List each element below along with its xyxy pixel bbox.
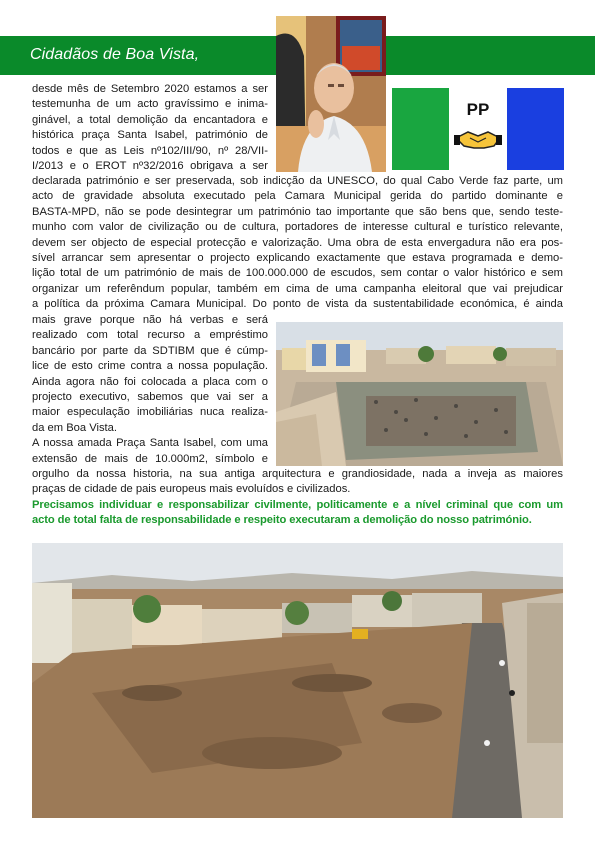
text-line: praças de cidade de pais europeus mais evoluídos e civilizados. (32, 483, 351, 496)
text-line: testemunha de um acto gravíssimo e inima- (32, 98, 268, 111)
page-title: Cidadãos de Boa Vista, (30, 46, 200, 63)
author-portrait (276, 16, 386, 172)
article-paragraph-1 (32, 82, 268, 174)
flag-blue-stripe (507, 88, 564, 170)
text-line: ginável, a total demolição da encantadora e (32, 113, 268, 126)
text-line: orgulho da nossa historia, na sua antiga arquitectura e grandiosidade, nada a inveja as maiores (32, 468, 563, 480)
text-line: acto de total falta de responsabilidade e respeito executaram a demolição do nosso património. (32, 514, 532, 527)
party-initials: PP (466, 100, 490, 119)
square-before-photo (276, 322, 563, 466)
text-line: sível arrancar sem apresentar o projecto explicando exactamente que estava programada e demo- (32, 252, 563, 265)
text-line: lice de esto crime contra a nossa população. (32, 360, 268, 373)
article-paragraph-4 (32, 467, 563, 498)
flag-green-stripe (392, 88, 449, 170)
text-line: devem ser objecto de especial protecção e valorização. Uma obra de esta envergadura não era pos- (32, 236, 563, 249)
article-paragraph-2 (32, 174, 563, 313)
text-line: desde mês de Setembro 2020 estamos a ser (32, 83, 268, 95)
text-line: I/2013 e o EROT nº32/2016 obrigava a ser (32, 160, 268, 173)
call-to-action-paragraph (32, 498, 563, 529)
text-line: da em Boa Vista. (32, 421, 117, 434)
demolition-site-photo (32, 543, 563, 818)
text-line: a política da próxima Camara Municipal. Do ponto de vista da sustentabilidade económica, é ainda (32, 298, 563, 311)
text-line: acto de gravidade absoluta executado pela Camara Municipal gerida do partido dominante e (32, 190, 563, 203)
text-line: extensão de mais de 10.000m2, símbolo e (32, 452, 268, 465)
text-line: maior especulação imobiliárias nuca realiza- (32, 406, 268, 419)
text-line: bancário por parte da SDTIBM que é cúmp- (32, 344, 268, 357)
text-line: A nossa amada Praça Santa Isabel, com uma (32, 437, 268, 450)
article-paragraph-3 (32, 313, 268, 467)
text-line: mais grave porque não há verbas e será (32, 314, 268, 326)
text-line: organizar um referêndum popular, também em cima de uma campanha eleitoral que vai prejudicar (32, 282, 563, 295)
text-line: BASTA-MPD, não se pode desintegrar um património tao importante que são bens que, sendo teste- (32, 205, 563, 218)
text-line: lição total de um património de mais de 100.000.000 de escudos, sem contar o valor histórico e sem (32, 267, 563, 280)
text-line: todos e que as Leis nº102/III/90, nº 28/VII- (32, 144, 268, 157)
text-line: munho com valor de civilização ou de cultura, portadores de interesse cultural e turístico relevante, (32, 221, 563, 234)
text-line: histórica praça Santa Isabel, património de (32, 129, 268, 142)
text-line: Precisamos individuar e responsabilizar civilmente, politicamente e a nível criminal que com um (32, 499, 563, 511)
text-line: projecto executivo, sabemos que vai ser a (32, 391, 268, 404)
text-line: declarada património e ser preservada, sob indicção da UNESCO, do qual Cabo Verde faz parte, um (32, 175, 563, 187)
handshake-icon (454, 126, 502, 152)
text-line: realizado com total recurso a empréstimo (32, 329, 268, 342)
text-line: Ainda agora não foi colocada a placa com o (32, 375, 268, 388)
party-logo (392, 88, 564, 170)
